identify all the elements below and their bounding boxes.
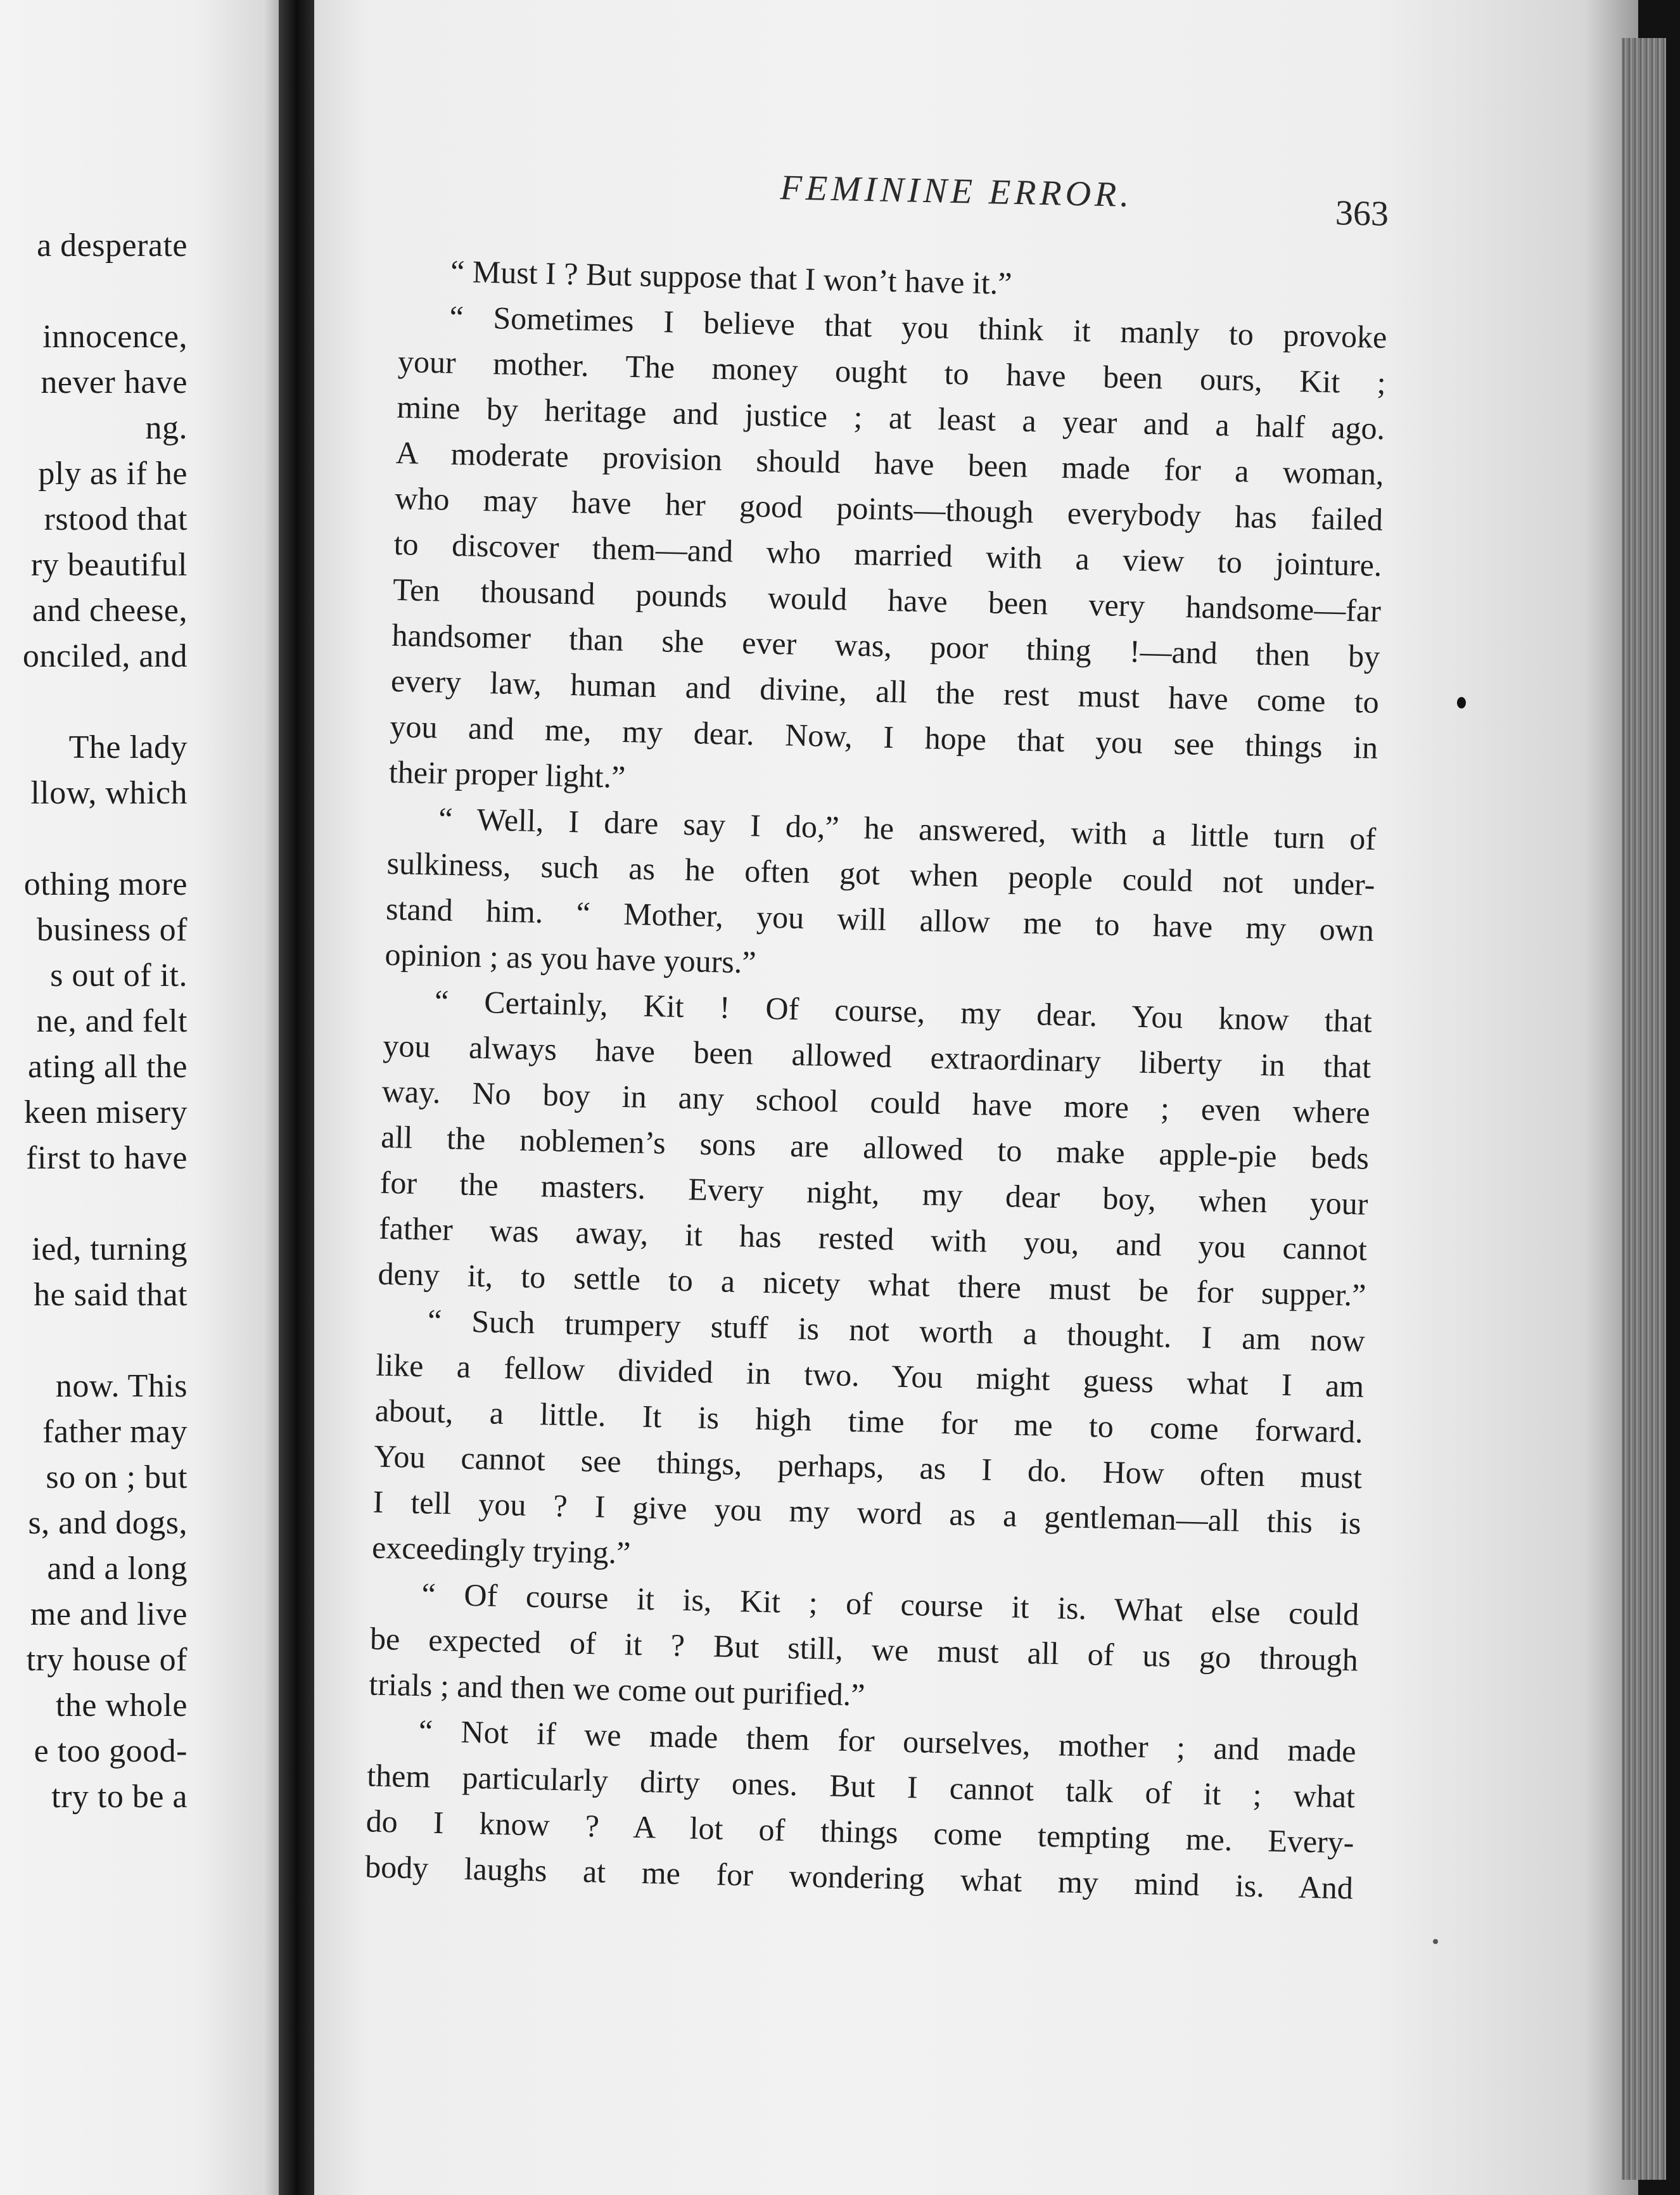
text-line: your mother. The money ought to have been ours, Kit ;: [397, 343, 1387, 400]
text-line: their proper light.”: [388, 753, 626, 795]
text-line: “ Must I ? But suppose that I won’t have it.”: [450, 253, 1013, 302]
left-page-line: so on ; but: [46, 1459, 188, 1495]
text-line: do I know ? A lot of things come tempting me. Every-: [366, 1803, 1355, 1860]
ink-spot: [1457, 697, 1466, 708]
left-page-line: never have: [41, 364, 188, 400]
left-page-line: business of: [36, 912, 188, 948]
text-line: exceedingly trying.”: [371, 1529, 631, 1571]
left-page-line: e too good-: [34, 1733, 188, 1769]
text-line: “ Such trumpery stuff is not worth a thought. I am now: [427, 1302, 1366, 1359]
text-line: A moderate provision should have been made for a woman,: [395, 434, 1385, 492]
left-page-line: and a long: [47, 1551, 188, 1587]
text-line: handsomer than she ever was, poor thing !—and then by: [391, 617, 1380, 674]
text-line: like a fellow divided in two. You might guess what I am: [375, 1347, 1365, 1404]
text-line: all the noblemen’s sons are allowed to make apple-pie beds: [380, 1118, 1370, 1176]
ink-spot: [1433, 1939, 1438, 1944]
text-line: trials ; and then we come out purified.”: [368, 1666, 866, 1713]
left-page-line: [0, 1318, 188, 1364]
text-line: be expected of it ? But still, we must all of us go through: [369, 1620, 1359, 1678]
text-line: “ Sometimes I believe that you think it manly to provoke: [449, 298, 1387, 355]
left-page-line: innocence,: [42, 319, 188, 355]
text-line: them particularly dirty ones. But I cannot talk of it ; what: [366, 1757, 1356, 1815]
page-edges: [1622, 38, 1666, 2180]
text-line: opinion ; as you have yours.”: [385, 936, 757, 980]
text-line: “ Well, I dare say I do,” he answered, with a little turn of: [438, 800, 1377, 857]
text-line: every law, human and divine, all the rest must have come to: [390, 662, 1380, 720]
text-line: sulkiness, such as he often got when people could not under-: [386, 845, 1376, 902]
left-page-line: ng.: [145, 410, 188, 446]
running-head: FEMININE ERROR.: [780, 168, 1133, 215]
left-page-line: s out of it.: [50, 957, 188, 994]
text-line: “ Not if we made them for ourselves, mother ; and made: [418, 1713, 1357, 1769]
text-line: to discover them—and who married with a view to jointure.: [393, 525, 1383, 583]
left-page-line: othing more: [23, 866, 188, 902]
left-page-line: [0, 269, 188, 314]
left-page-line: ating all the: [28, 1049, 188, 1085]
left-page-line: ied, turning: [32, 1231, 188, 1267]
left-page-line: ry beautiful: [30, 547, 188, 583]
book-gutter: [279, 0, 314, 2195]
left-page-line: try to be a: [51, 1779, 188, 1815]
left-page-line: first to have: [26, 1140, 188, 1176]
text-line: who may have her good points—though everybody has failed: [394, 480, 1384, 537]
page-number: 363: [1335, 193, 1389, 234]
page-body-text: [364, 247, 1388, 1910]
text-line: father was away, it has rested with you, and you cannot: [378, 1210, 1368, 1267]
left-page-line: now. This: [55, 1368, 188, 1404]
text-line: about, a little. It is high time for me to come forward.: [374, 1392, 1364, 1450]
text-line: “ Of course it is, Kit ; of course it is. What else could: [421, 1576, 1359, 1632]
text-line: you and me, my dear. Now, I hope that you see things in: [389, 708, 1378, 765]
text-line: way. No boy in any school could have more ; even where: [381, 1073, 1371, 1130]
text-line: stand him. “ Mother, you will allow me to have my own: [385, 890, 1375, 948]
left-page-line: and cheese,: [32, 592, 188, 629]
left-page-line: [0, 1181, 188, 1227]
text-line: I tell you ? I give you my word as a gentleman—all this is: [372, 1483, 1362, 1541]
left-page-line: ne, and felt: [36, 1003, 188, 1039]
left-page-line: s, and dogs,: [28, 1505, 188, 1541]
left-page-line: [0, 816, 188, 862]
text-line: you always have been allowed extraordinary liberty in that: [382, 1027, 1371, 1085]
left-page-line: rstood that: [44, 501, 188, 537]
left-page: [0, 0, 279, 2195]
left-page-line: The lady: [68, 729, 188, 765]
text-line: deny it, to settle to a nicety what there must be for supper.”: [378, 1255, 1366, 1313]
left-page-line: llow, which: [30, 775, 188, 811]
left-page-text: [0, 223, 188, 1820]
left-page-line: father may: [42, 1414, 188, 1450]
text-line: Ten thousand pounds would have been very handsome—far: [392, 571, 1382, 629]
left-page-line: the whole: [55, 1687, 188, 1724]
text-line: mine by heritage and justice ; at least a year and a half ago.: [396, 388, 1385, 446]
left-page-line: keen misery: [23, 1094, 188, 1130]
text-line: for the masters. Every night, my dear boy, when your: [379, 1164, 1369, 1222]
left-page-line: he said that: [34, 1277, 188, 1313]
left-page-line: a desperate: [37, 227, 188, 264]
left-page-line: [0, 679, 188, 725]
left-page-line: me and live: [30, 1596, 188, 1632]
left-page-line: ply as if he: [38, 456, 188, 492]
left-page-line: onciled, and: [22, 638, 188, 674]
text-line: “ Certainly, Kit ! Of course, my dear. You know that: [434, 983, 1373, 1039]
text-line: You cannot see things, perhaps, as I do. How often must: [373, 1438, 1363, 1495]
text-line: body laughs at me for wondering what my mind is. And: [364, 1848, 1354, 1906]
left-page-line: try house of: [26, 1642, 188, 1678]
